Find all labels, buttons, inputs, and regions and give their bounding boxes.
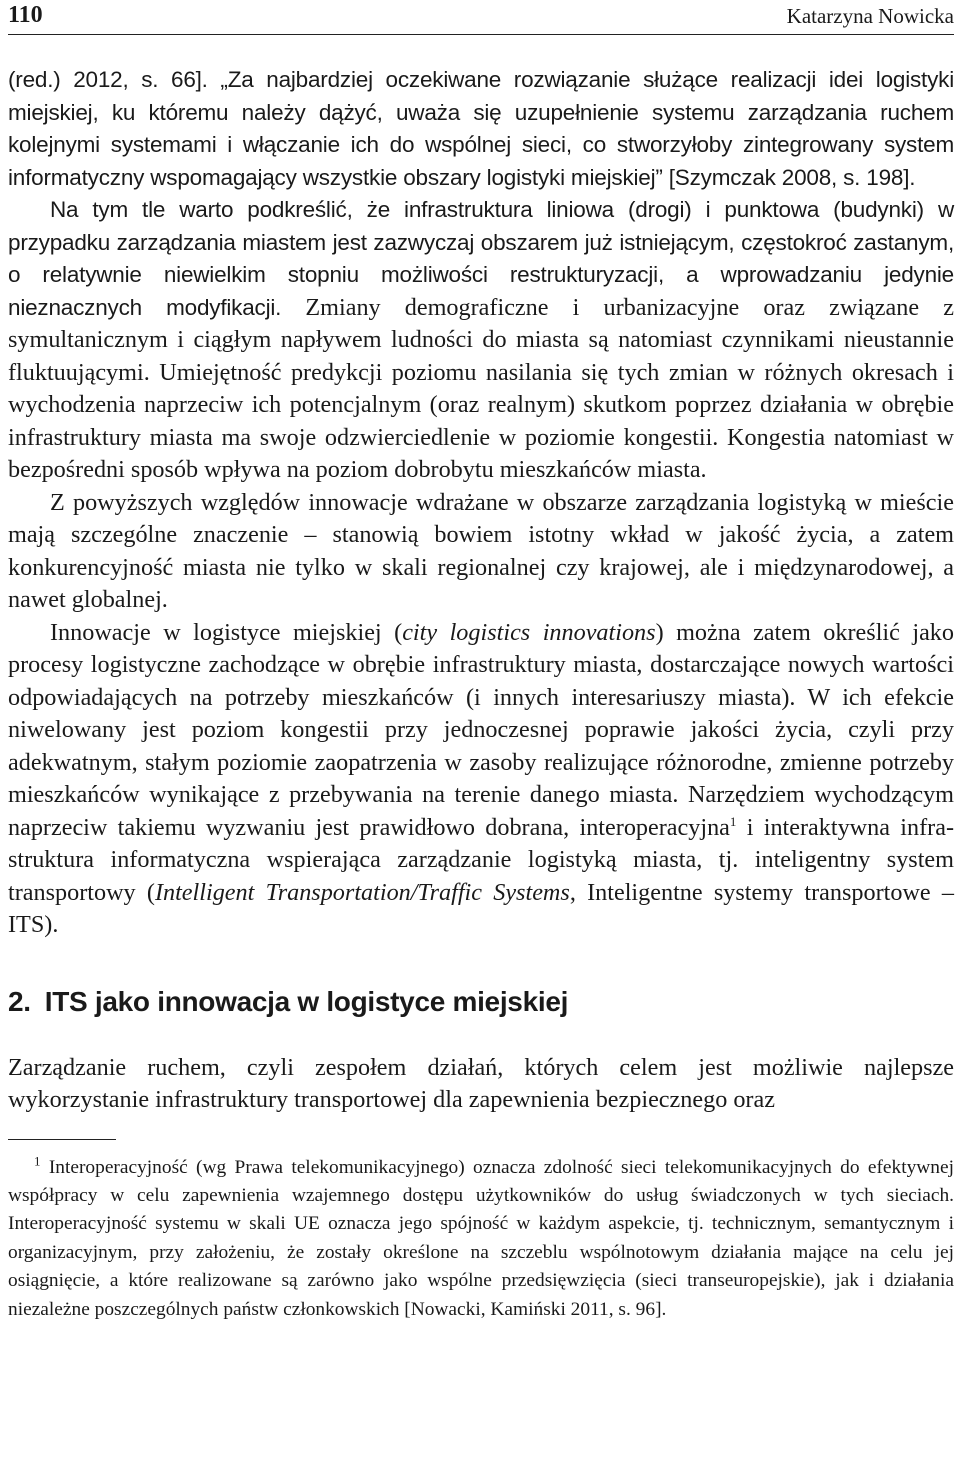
paragraph-text-part: Innowacje w logistyce miejskiej (	[50, 618, 403, 646]
running-author: Katarzyna Nowicka	[786, 4, 954, 28]
body-text	[8, 64, 954, 942]
paragraph-text-part: Na tym tle warto podkreślić, że infrastruktura liniowa (drogi) i punktowa (budynki) w przypadku zarządzania miastem jest zazwyczaj obszarem już istniejącym, częstokroć zastanym, o relatywnie niewielkim stopniu możliwości restrukturyzacji, a wprowadzaniu jedynie nieznacznych modyfikacji.	[8, 197, 954, 320]
footnote	[8, 1154, 954, 1324]
section-body	[8, 1052, 954, 1117]
section-heading	[8, 986, 954, 1018]
italic-term: Intelligent Transportation/Traffic Systems	[154, 878, 570, 906]
running-header	[8, 0, 954, 34]
footnote-reference[interactable]: 1	[729, 813, 737, 829]
paragraph	[8, 617, 954, 942]
paragraph-continued	[8, 64, 954, 194]
footnote-text: Interoperacyjność (wg Prawa telekomunikacyjnego) oznacza zdolność sieci telekomunikacyjnych do efektywnej współpracy w celu zapewnienia wzajemnego dostępu użytkowników do usług świadczonych w tych sieciach. Interoperacyjność systemu w skali UE oznacza jego spójność w każdym aspekcie, tj. technicznym, semantycznym i organizacyjnym, przy założeniu, że zostały określone na szczeblu wspólnotowym działania mające na celu jej osiągnięcie, a które realizowane są zarówno jako wspólne przedsięwzięcia (sieci transeuropejskie), jak i działania niezależne poszczególnych państw członkowskich [Nowacki, Kamiński 2011, s. 96].	[8, 1156, 954, 1320]
paragraph-text-part: i interaktywna infrastruktura informatyczna wspierająca zarządzanie logistyką miasta, tj. inteligentny system transportowy (	[8, 813, 954, 906]
paragraph	[8, 487, 954, 617]
paragraph-text: Zarządzanie ruchem, czyli zespołem działań, których celem jest możliwie najlepsze wykorzystanie infrastruktury transportowej dla zapewnienia bezpiecznego oraz	[8, 1053, 954, 1113]
footnotes	[8, 1154, 954, 1324]
paragraph-text: Z powyższych względów innowacje wdrażane w obszarze zarządzania logistyką w mieście mają szczególne znaczenie – stanowią bowiem istotny wkład w jakość życia, a zatem konkurencyjność miasta nie tylko w skali regionalnej czy krajowej, ale i międzynarodowej, a nawet globalnej.	[8, 488, 954, 613]
paragraph-text-part: , Inteligentne systemy transportowe – ITS).	[8, 878, 954, 938]
paragraph-text: (red.) 2012, s. 66]. „Za najbardziej oczekiwane rozwiązanie służące realizacji idei logistyki miejskiej, ku któremu należy dążyć, uważa się uzupełnienie systemu zarządzania ruchem kolejnymi systemami i włączanie ich do wspólnej sieci, co stworzyłoby zintegrowany system informatyczny wspomagający wszystkie obszary logistyki miejskiej” [Szymczak 2008, s. 198].	[8, 67, 954, 190]
document-page	[8, 0, 954, 1324]
footnote-rule	[8, 1139, 116, 1140]
paragraph-text-part: Zmiany demograficzne i urbanizacyjne oraz związane z symultanicznym i ciągłym napływem ludności do miasta są natomiast czynnikami nieustannie fluktuującymi. Umiejętność predykcji poziomu nasilania się tych zmian w różnych okresach i wychodzenia naprzeciw ich potencjalnym (oraz realnym) skutkom poprzez działania w obrębie infrastruktury miasta ma swoje odzwierciedlenie w poziomie kongestii. Kongestia natomiast w bezpośredni sposób wpływa na poziom dobrobytu mieszkańców miasta.	[8, 293, 954, 483]
section-number: 2.	[8, 985, 31, 1017]
header-rule	[8, 34, 954, 35]
footnote-marker: 1	[34, 1153, 41, 1169]
page-number: 110	[8, 2, 43, 28]
paragraph	[8, 1052, 954, 1117]
section-title: ITS jako innowacja w logistyce miejskiej	[44, 985, 569, 1017]
paragraph	[8, 194, 954, 487]
paragraph-text-part: ) można zatem określić jako procesy logistyczne zachodzące w obrębie infrastruktury miasta, dostarczające nowych wartości odpowiadających na potrzeby mieszkańców (i innych interesariuszy miasta). W ich efekcie niwelowany jest poziom kongestii przy jednoczesnej poprawie jakości życia, czyli przy adekwatnym, stałym poziomie zaopatrzenia w zasoby realizujące różnorodne, zmienne potrzeby mieszkańców wynikające z przebywania na terenie danego miasta. Narzędziem wychodzącym naprzeciw takiemu wyzwaniu jest prawidłowo dobrana, interoperacyjna	[8, 618, 954, 841]
italic-term: city logistics innovations	[402, 618, 656, 646]
